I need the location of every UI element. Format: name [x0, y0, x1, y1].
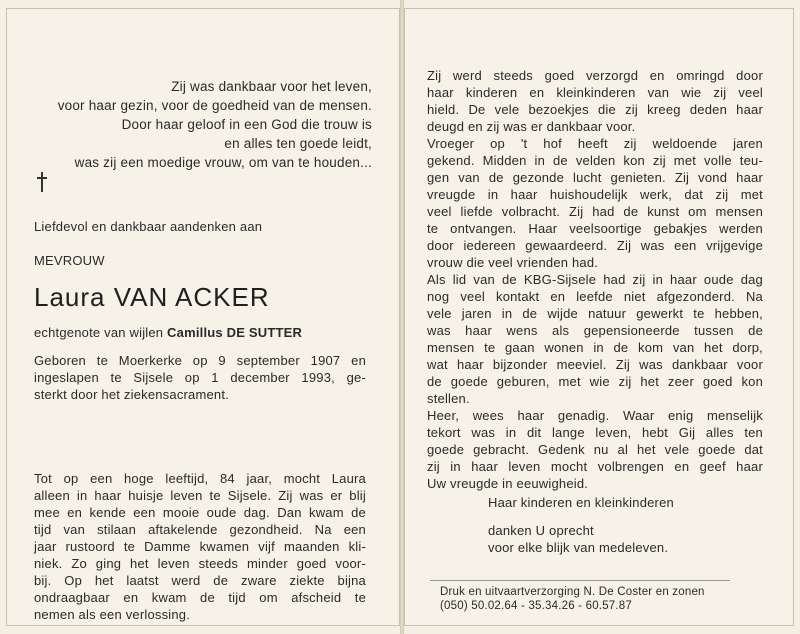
bio-right-line-11: door iedereen gewaardeerd. Zij was een vrijgevige [427, 238, 763, 253]
bio-right-line-5: Vroeger op 't hof heeft zij weldoende jaren [427, 136, 763, 151]
bio-right-line-14: nog veel kontakt en leefde niet afgezonderd. Na [427, 289, 763, 304]
bio-left-line-2: alleen in haar huisje leven te Sijsele. Zij was er blij [34, 488, 366, 503]
bio-left-line-3: mee en kende een mooie oude dag. Dan kwam de [34, 505, 366, 520]
birth-line-3: sterkt door het ziekensacrament. [34, 387, 229, 402]
bio-right-line-3: hield. De vele bezoekjes die zij kreeg deden haar [427, 102, 763, 117]
bio-right-line-2: haar kinderen en kleinkinderen van wie zij veel [427, 85, 763, 100]
printer-name: Druk en uitvaartverzorging N. De Coster en zonen [440, 586, 705, 598]
bio-right-line-4: deugd en zij was er dankbaar voor. [427, 119, 636, 134]
bio-right-line-15: vele jaren in de wijde natuur gewerkt te hebben, [427, 306, 763, 321]
bio-right-line-10: te ontvangen. Haar veelsoortige gebakjes werden [427, 221, 763, 236]
bio-right-line-24: zij in haar leven mocht volbrengen en geef haar [427, 459, 763, 474]
bio-right-line-23: goede gebracht. Gedenk nu al het vele goede dat [427, 442, 763, 457]
bio-right-line-20: stellen. [427, 391, 470, 406]
thanks-line-2: voor elke blijk van medeleven. [488, 540, 669, 555]
bio-right-line-6: gekend. Midden in de velden kon zij met volle teu- [427, 153, 763, 168]
spouse-name: Camillus DE SUTTER [167, 325, 303, 340]
bio-right-line-17: mensen te gaan wonen in de kom van het dorp, [427, 340, 763, 355]
bio-right-line-1: Zij werd steeds goed verzorgd en omringd door [427, 68, 763, 83]
bio-right-line-21: Heer, wees haar genadig. Waar enig menselijk [427, 408, 763, 423]
bio-right-line-25: Uw vreugde in eeuwigheid. [427, 476, 589, 491]
intro-text: Liefdevol en dankbaar aandenken aan [34, 219, 263, 234]
verse-line-5: was zij een moedige vrouw, om van te houden... [74, 155, 372, 170]
family-line: Haar kinderen en kleinkinderen [488, 495, 674, 510]
spouse-line [34, 324, 302, 341]
bio-left-line-6: niek. Zo ging het leven steeds minder goed voor- [34, 556, 366, 571]
bio-left-line-8: ondraagbaar en kwam de tijd om afscheid te [34, 590, 366, 605]
bio-right-line-16: was haar wens als gepensioneerde tussen de [427, 323, 763, 338]
bio-right-line-22: tekort was in dit lange leven, hebt Gij alles ten [427, 425, 763, 440]
bio-left-line-4: tijd van stilaan aftakelende gezondheid. Na een [34, 522, 366, 537]
verse-line-3: Door haar geloof in een God die trouw is [121, 117, 372, 132]
bio-right-line-7: gen van de gezonde lucht genieten. Zij vond haar [427, 170, 763, 185]
bio-right-line-9: veel liefde volbracht. Zij had de kunst om mensen [427, 204, 763, 219]
printer-separator [430, 580, 730, 581]
spouse-prefix: echtgenote van wijlen [34, 325, 164, 340]
verse-line-4: en alles ten goede leidt, [224, 136, 372, 151]
center-fold [400, 0, 404, 634]
title-text: MEVROUW [34, 253, 105, 268]
bio-left-line-5: jaar rustoord te Damme kwamen vijf maanden kli- [34, 539, 366, 554]
bio-right-line-13: Als lid van de KBG-Sijsele had zij in haar oude dag [427, 272, 763, 287]
birth-line-2: ingeslapen te Sijsele op 1 december 1993, ge- [34, 370, 366, 385]
bio-right-line-18: wat haar bijzonder meeviel. Zij was dankbaar voor [427, 357, 763, 372]
thanks-line-1: danken U oprecht [488, 523, 594, 538]
bio-left-line-7: bij. Op het laatst werd de zware ziekte bijna [34, 573, 366, 588]
bio-right-line-19: de goede geburen, met wie zij het zeer goed kon [427, 374, 763, 389]
printer-phones: (050) 50.02.64 - 35.34.26 - 60.57.87 [440, 600, 632, 612]
bio-left-line-1: Tot op een hoge leeftijd, 84 jaar, mocht Laura [34, 471, 366, 486]
bio-left-line-9: nemen als een verlossing. [34, 607, 191, 622]
verse-line-1: Zij was dankbaar voor het leven, [171, 79, 372, 94]
deceased-name: Laura VAN ACKER [34, 282, 270, 312]
verse-line-2: voor haar gezin, voor de goedheid van de mensen. [57, 98, 372, 113]
cross-icon [36, 172, 48, 192]
birth-line-1: Geboren te Moerkerke op 9 september 1907 en [34, 353, 366, 368]
bio-right-line-8: vreugde in haar huishoudelijk werk, dat zij met [427, 187, 763, 202]
bio-right-line-12: vrouw die veel vrienden had. [427, 255, 599, 270]
